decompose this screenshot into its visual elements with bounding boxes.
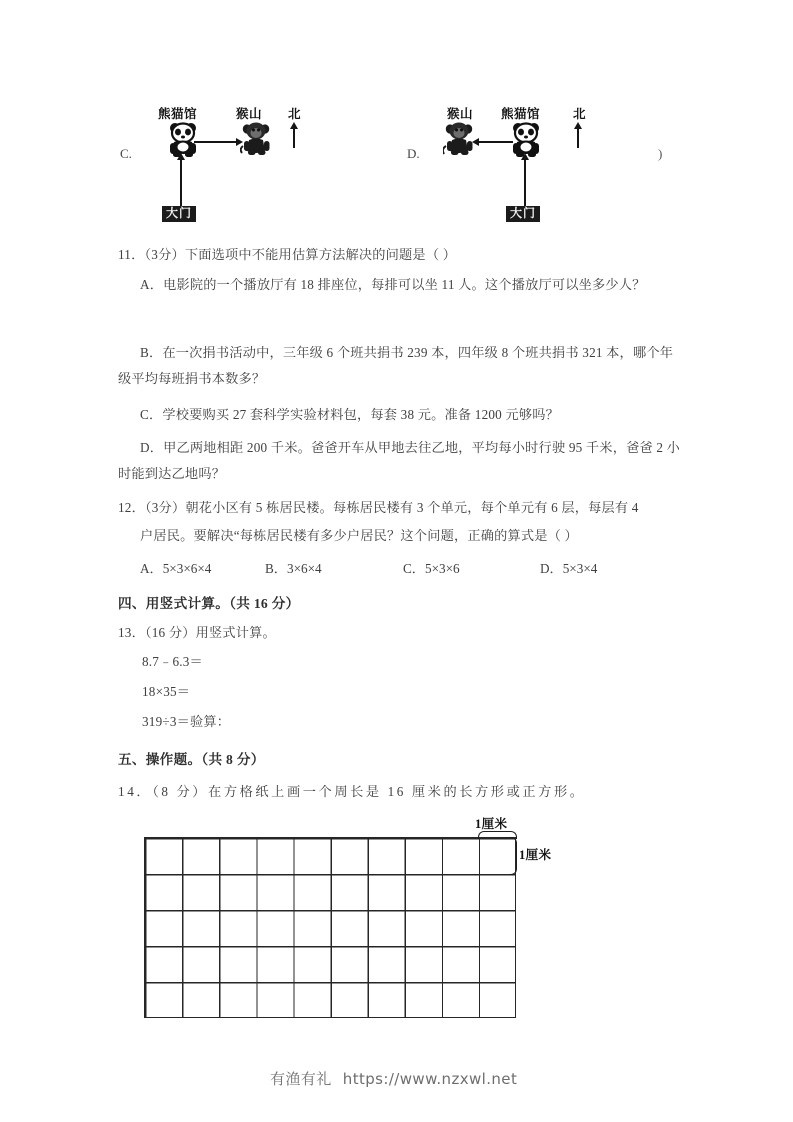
monkey-hill-label: 猴山 bbox=[236, 107, 263, 121]
q13-expression-1: 8.7﹣6.3＝ bbox=[142, 654, 203, 669]
q12-option-a: A．5×3×6×4 bbox=[140, 561, 212, 576]
panda-house-label-d: 熊猫馆 bbox=[501, 107, 541, 121]
q13-expression-3: 319÷3＝验算： bbox=[142, 714, 231, 729]
q11-stem: 11．（3分）下面选项中不能用估算方法解决的问题是（ ） bbox=[118, 247, 457, 262]
unit-label-right: 1厘米 bbox=[519, 848, 552, 862]
north-label-d: 北 bbox=[573, 107, 587, 121]
q11-option-b: B．在一次捐书活动中，三年级 6 个班共捐书 239 本，四年级 8 个班共捐书 321 本，哪个年级平均每班捐书本数多？ bbox=[118, 345, 674, 386]
gate-label-c: 大门 bbox=[162, 206, 196, 222]
choice-c-letter: C. bbox=[120, 146, 132, 161]
unit-cell-right-brace bbox=[509, 837, 517, 875]
footer-brand: 有渔有礼 bbox=[270, 1070, 332, 1088]
q11-option-a: A．电影院的一个播放厅有 18 排座位，每排可以坐 11 人。这个播放厅可以坐多少人？ bbox=[140, 277, 646, 292]
section-4-title: 四、用竖式计算。（共 16 分） bbox=[118, 596, 300, 611]
panda-house-label: 熊猫馆 bbox=[158, 107, 198, 121]
q13-stem: 13．（16 分）用竖式计算。 bbox=[118, 625, 276, 640]
choice-d-close-paren: ) bbox=[658, 146, 663, 161]
north-label: 北 bbox=[288, 107, 302, 121]
gate-label-d: 大门 bbox=[506, 206, 540, 222]
q11-option-c: C．学校要购买 27 套科学实验材料包，每套 38 元。准备 1200 元够吗？ bbox=[140, 407, 560, 422]
q12-option-c: C．5×3×6 bbox=[403, 561, 460, 576]
q14-stem: 14．（8 分）在方格纸上画一个周长是 16 厘米的长方形或正方形。 bbox=[118, 784, 586, 799]
choice-d-letter: D. bbox=[407, 146, 420, 161]
footer-url: https://www.nzxwl.net bbox=[342, 1070, 518, 1088]
q12-stem-line2: 户居民。要解决“每栋居民楼有多少户居民？这个问题，正确的算式是（ ） bbox=[140, 528, 578, 543]
grid-paper bbox=[144, 837, 516, 1018]
section-5-title: 五、操作题。（共 8 分） bbox=[118, 752, 265, 767]
footer-watermark bbox=[270, 1068, 517, 1089]
q13-expression-2: 18×35＝ bbox=[142, 684, 191, 699]
monkey-hill-label-d: 猴山 bbox=[447, 107, 474, 121]
q12-option-d: D．5×3×4 bbox=[540, 561, 598, 576]
unit-label-top: 1厘米 bbox=[475, 817, 508, 831]
q12-option-b: B．3×6×4 bbox=[265, 561, 322, 576]
q12-stem-line1: 12．（3分）朝花小区有 5 栋居民楼。每栋居民楼有 3 个单元，每个单元有 6 层，每层有 4 bbox=[118, 500, 639, 515]
q11-option-d: D．甲乙两地相距 200 千米。爸爸开车从甲地去往乙地，平均每小时行驶 95 千米，爸爸 2 小时能到达乙地吗？ bbox=[118, 440, 681, 481]
